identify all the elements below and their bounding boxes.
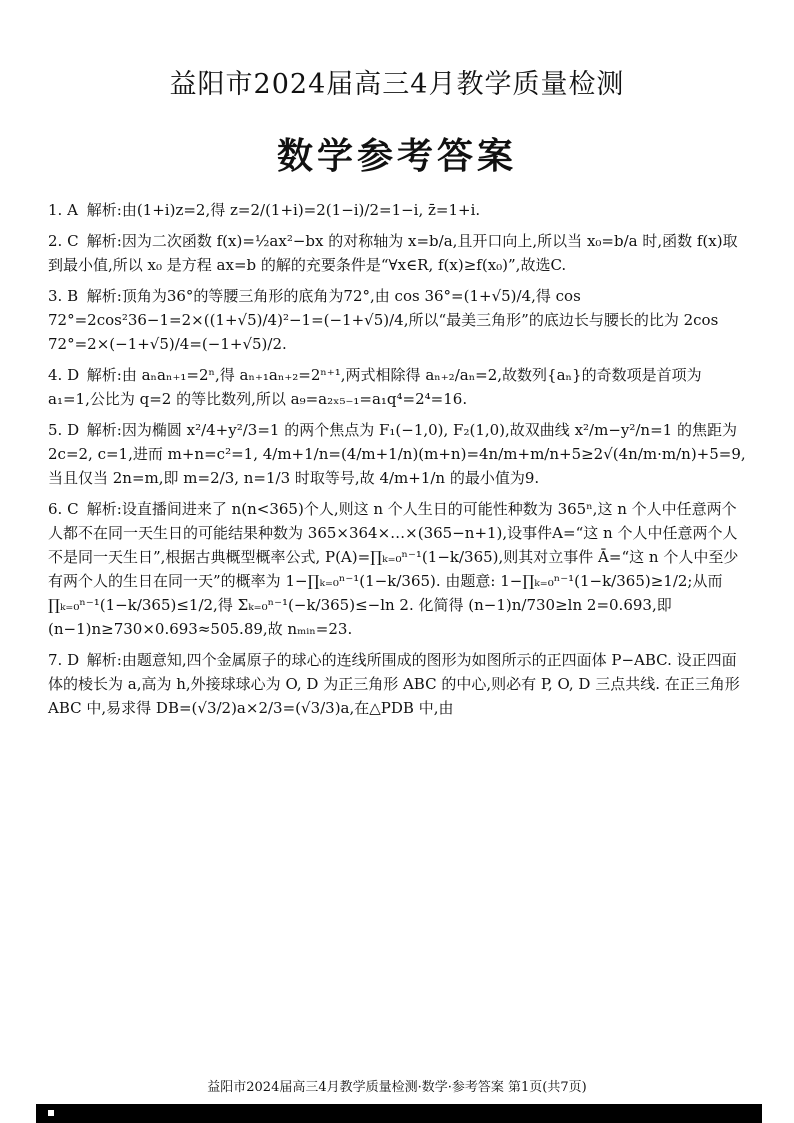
answer-list [48, 198, 748, 727]
answer-item-4 [48, 363, 748, 411]
answer-number: 3. B [48, 287, 79, 305]
answer-text: 7. D 解析:由题意知,四个金属原子的球心的连线所围成的图形为如图所示的正四面体 P−ABC. 设正四面体的棱长为 a,高为 h,外接球球心为 O, D 为正三角形 ABC 的中心,则必有 P, O, D 三点共线. 在正三角形 ABC 中,易求得 DB=(√3/2)a×2/3=(√3/3)a,在△PDB 中,由 [48, 648, 748, 720]
answer-item-6 [48, 497, 748, 641]
answer-text: 2. C 解析:因为二次函数 f(x)=½ax²−bx 的对称轴为 x=b/a,且开口向上,所以当 x₀=b/a 时,函数 f(x)取到最小值,所以 x₀ 是方程 ax=b 的解的充要条件是“∀x∈R, f(x)≥f(x₀)”,故选C. [48, 229, 748, 277]
answer-text: 5. D 解析:因为椭圆 x²/4+y²/3=1 的两个焦点为 F₁(−1,0), F₂(1,0),故双曲线 x²/m−y²/n=1 的焦距为 2c=2, c=1,进而 m+n=c²=1, 4/m+1/n=(4/m+1/n)(m+n)=4n/m+m/n+5≥2√(4n/m·m/n)+5=9,当且仅当 2n=m,即 m=2/3, n=1/3 时取等号,故 4/m+1/n 的最小值为9. [48, 418, 748, 490]
answer-number: 5. D [48, 421, 80, 439]
answer-item-1 [48, 198, 748, 222]
answer-text: 1. A 解析:由(1+i)z=2,得 z=2/(1+i)=2(1−i)/2=1−i, z̄=1+i. [48, 198, 748, 222]
answer-text: 6. C 解析:设直播间进来了 n(n<365)个人,则这 n 个人生日的可能性种数为 365ⁿ,这 n 个人中任意两个人都不在同一天生日的可能结果种数为 365×364×…×(365−n+1),设事件A=“这 n 个人中任意两个人不是同一天生日”,根据古典概型概率公式, P(A)=∏ₖ₌₀ⁿ⁻¹(1−k/365),则其对立事件 Ā=“这 n 个人中至少有两个人的生日在同一天”的概率为 1−∏ₖ₌₀ⁿ⁻¹(1−k/365). 由题意: 1−∏ₖ₌₀ⁿ⁻¹(1−k/365)≥1/2;从而 ∏ₖ₌₀ⁿ⁻¹(1−k/365)≤1/2,得 Σₖ₌₀ⁿ⁻¹(−k/365)≤−ln 2. 化简得 (n−1)n/730≥ln 2=0.693,即(n−1)n≥730×0.693≈505.89,故 nₘᵢₙ=23. [48, 497, 748, 641]
answer-item-7 [48, 648, 748, 720]
answer-item-3 [48, 284, 748, 356]
answer-number: 6. C [48, 500, 79, 518]
document-subtitle: 数学参考答案 [276, 136, 517, 177]
scan-edge-bar [36, 1104, 762, 1123]
answer-text: 4. D 解析:由 aₙaₙ₊₁=2ⁿ,得 aₙ₊₁aₙ₊₂=2ⁿ⁺¹,两式相除得 aₙ₊₂/aₙ=2,故数列{aₙ}的奇数项是首项为 a₁=1,公比为 q=2 的等比数列,所以 a₉=a₂ₓ₅₋₁=a₁q⁴=2⁴=16. [48, 363, 748, 411]
answer-number: 7. D [48, 651, 80, 669]
document-title: 益阳市2024届高三4月教学质量检测 [169, 69, 625, 100]
scan-mark [48, 1110, 54, 1116]
answer-number: 4. D [48, 366, 80, 384]
answer-item-5 [48, 418, 748, 490]
answer-number: 1. A [48, 201, 78, 219]
answer-text: 3. B 解析:顶角为36°的等腰三角形的底角为72°,由 cos 36°=(1+√5)/4,得 cos 72°=2cos²36−1=2×((1+√5)/4)²−1=(−1+√5)/4,所以“最美三角形”的底边长与腰长的比为 2cos 72°=2×(−1+√5)/4=(−1+√5)/2. [48, 284, 748, 356]
answer-item-2 [48, 229, 748, 277]
page-footer: 益阳市2024届高三4月教学质量检测·数学·参考答案 第1页(共7页) [207, 1080, 587, 1095]
answer-number: 2. C [48, 232, 79, 250]
